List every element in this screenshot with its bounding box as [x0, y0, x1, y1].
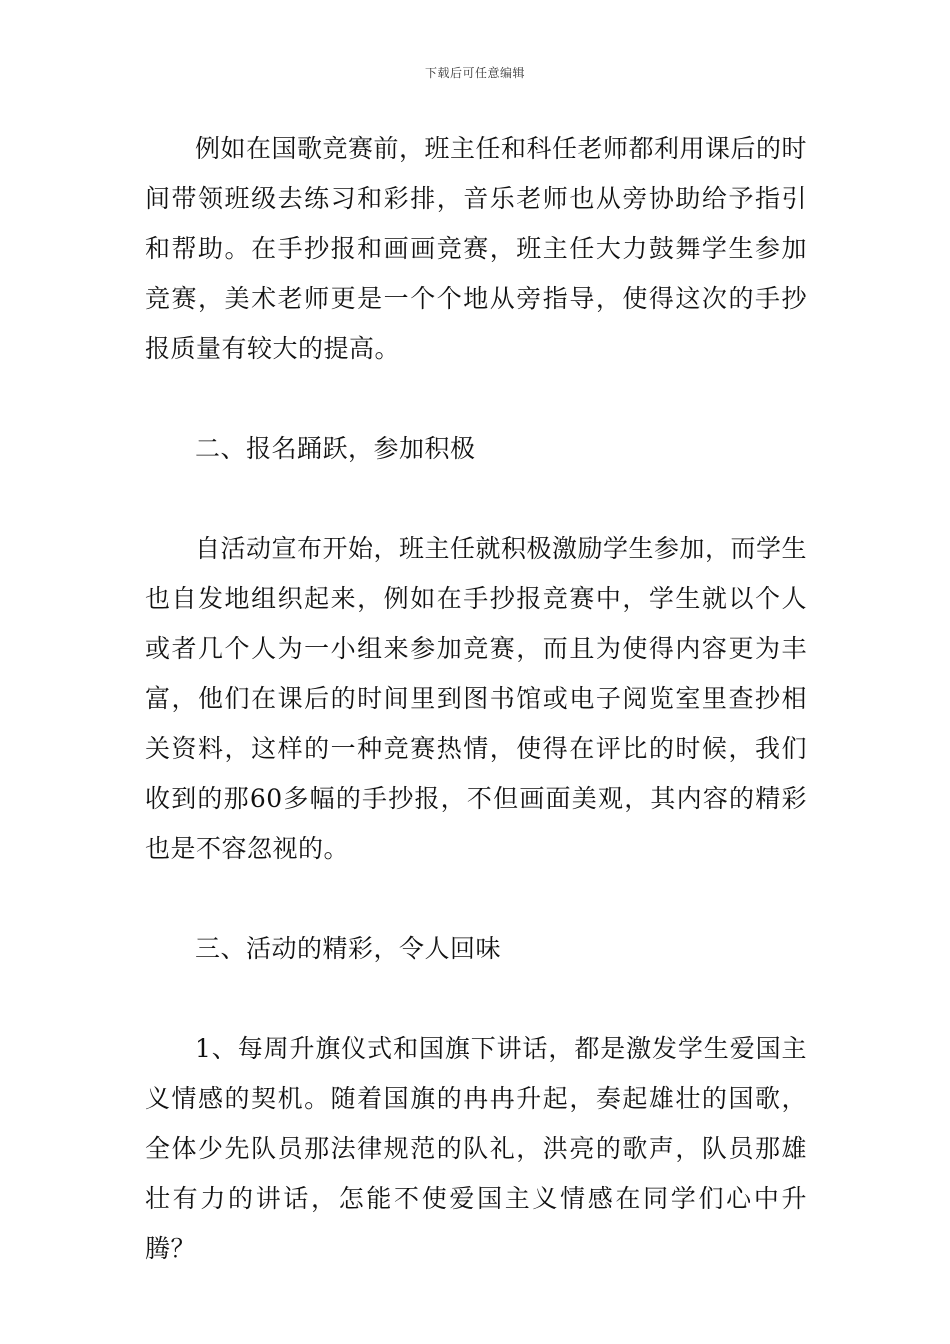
paragraph-gap — [145, 374, 807, 424]
paragraph-gap — [145, 974, 807, 1024]
document-body — [145, 124, 807, 1274]
section-heading-2: 二、报名踊跃，参加积极 — [195, 434, 476, 463]
section-heading-3: 三、活动的精彩，令人回味 — [195, 934, 502, 963]
paragraph-gap — [145, 474, 807, 524]
header-note: 下载后可任意编辑 — [424, 66, 525, 80]
paragraph-participation: 自活动宣布开始，班主任就积极激励学生参加，而学生也自发地组织起来，例如在手抄报竞赛中，学生就以个人或者几个人为一小组来参加竞赛，而且为使得内容更为丰富，他们在课后的时间里到图书馆或电子阅览室里查抄相关资料，这样的一种竞赛热情，使得在评比的时候，我们收到的那60多幅的手抄报，不但画面美观，其内容的精彩也是不容忽视的。 — [145, 534, 808, 863]
paragraph-gap — [145, 874, 807, 924]
paragraph-flag-ceremony: 1、每周升旗仪式和国旗下讲话，都是激发学生爱国主义情感的契机。随着国旗的冉冉升起，奏起雄壮的国歌，全体少先队员那法律规范的队礼，洪亮的歌声，队员那雄壮有力的讲话，怎能不使爱国主义情感在同学们心中升腾？ — [145, 1034, 807, 1263]
paragraph-rehearsal: 例如在国歌竞赛前，班主任和科任老师都利用课后的时间带领班级去练习和彩排，音乐老师也从旁协助给予指引和帮助。在手抄报和画画竞赛，班主任大力鼓舞学生参加竞赛，美术老师更是一个个地从旁指导，使得这次的手抄报质量有较大的提高。 — [145, 134, 808, 363]
